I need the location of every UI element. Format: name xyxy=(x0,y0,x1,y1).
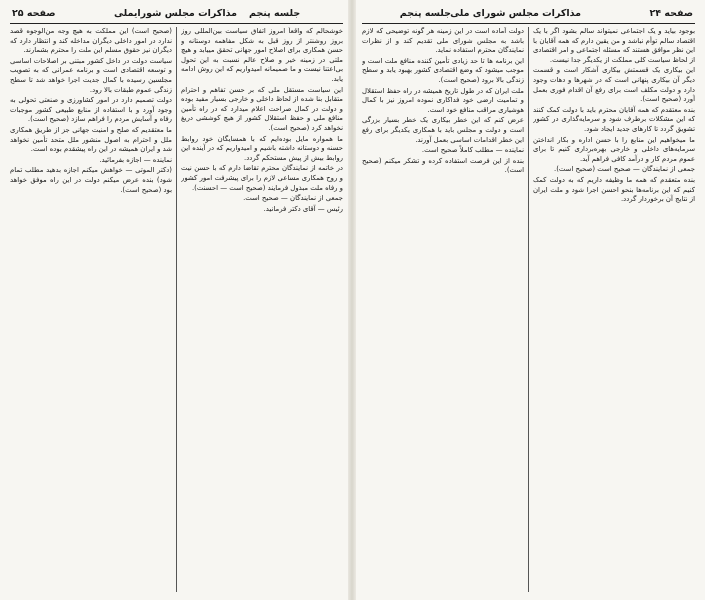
right-page-column-left xyxy=(362,27,524,594)
paragraph: بنده از این فرصت استفاده کرده و تشکر میکنم (صحیح است). xyxy=(362,156,524,175)
left-page-header xyxy=(4,6,349,22)
left-page-session: جلسه پنجم xyxy=(249,8,301,19)
paragraph: ما میخواهیم این منابع را با حسن اداره و بکار انداختن سرمایه‌های داخلی و خارجی بهره‌برداری کنیم تا برای عموم مردم کار و درآمد کافی فراهم آید. xyxy=(533,135,695,163)
paragraph: نماینده — اجازه بفرمائید. xyxy=(99,155,172,164)
page-gutter xyxy=(348,0,356,600)
right-page xyxy=(356,0,701,600)
paragraph: بنده معتقدم که همه آقایان محترم باید با دولت کمک کنند که این مشکلات برطرف شود و سرمایه‌گذاری در کشور تشویق گردد تا کارهای جدید ایجاد شود. xyxy=(533,105,695,133)
paragraph: خوشحالم که واقعاً امروز اتفاق سیاست بین‌المللی روز بروز روشنتر از روز قبل به شکل مفاهمه دوستانه و حسن همکاری برای اصلاح امور جهانی تحقق مییابد و هیچ ملتی در زمینه خیر و صلاح عالم نسبت به این تحول بی‌اعتنا نیست و ما صمیمانه امیدواریم که این روش ادامه یابد. xyxy=(181,27,343,83)
right-page-title: مذاکرات مجلس شورای ملی xyxy=(450,8,581,19)
paragraph: سیاست دولت در داخل کشور مبتنی بر اصلاحات اساسی و توسعه اقتصادی است و برنامه عمرانی که به تصویب مجلسین رسیده با کمال جدیت اجرا خواهد شد تا سطح زندگی عموم طبقات بالا رود. xyxy=(10,56,172,94)
paragraph: بنده متعقدم که همه ما وظیفه داریم که به دولت کمک کنیم که این برنامه‌ها بنحو احسن اجرا شود و ملت ایران از نتایج آن برخوردار گردد. xyxy=(533,175,695,204)
left-column-divider xyxy=(176,27,177,592)
left-header-rule xyxy=(10,23,343,24)
paragraph: بوجود بیاید و یک اجتماعی نمیتواند سالم بشود اگر با یک اقتصاد سالم توأم نباشد و من یقین دارم که همه آقایان با این نظر موافق هستند که مسئله اجتماعی و امر اقتصادی از لحاظ سیاست کلی مملکت از یکدیگر جدا نیست. xyxy=(533,27,695,64)
paragraph: جمعی از نمایندگان — صحیح است. xyxy=(243,194,343,203)
left-page-column-left xyxy=(10,27,172,594)
paragraph: ما معتقدیم که صلح و امنیت جهانی جز از طریق همکاری ملل و احترام به اصول منشور ملل متحد تأمین نخواهد شد و ایران همیشه در این راه پیشقدم بوده است. xyxy=(10,125,172,154)
paragraph: (صحیح است) این مملکت به هیچ وجه من‌الوجوه قصد ندارد در امور داخلی دیگران مداخله کند و انتظار دارد که دیگران نیز حقوق مسلم این ملت را محترم بشمارند. xyxy=(10,27,172,55)
left-page-column-right xyxy=(181,27,343,594)
paragraph: دولت آماده است در این زمینه هر گونه توضیحی که لازم باشد به مجلس شورای ملی تقدیم کند و از نظرات نمایندگان محترم استفاده نماید. xyxy=(362,27,524,55)
paragraph: عرض کنم که این خطر بیکاری یک خطر بسیار بزرگی است و دولت و مجلس باید با همکاری یکدیگر برای رفع این خطر اقدامات اساسی بعمل آورند. xyxy=(362,116,524,144)
left-page-number: صفحه ۲۵ xyxy=(12,8,56,19)
paragraph: (دکتر الموتی — خواهش میکنم اجازه بدهید مطلب تمام شود) بنده عرض میکنم دولت در این راه موفق خواهد بود (صحیح است). xyxy=(10,166,172,194)
left-page xyxy=(4,0,349,600)
right-page-number: صفحه ۲۴ xyxy=(649,8,693,19)
paragraph: نماینده — مطلب کاملاً صحیح است. xyxy=(421,146,524,155)
right-header-rule xyxy=(362,23,695,24)
paragraph: در خاتمه از نمایندگان محترم تقاضا دارم که با حسن نیت و روح همکاری مساعی لازم را برای پیشرفت امور کشور و رفاه ملت مبذول فرمایند (صحیح است — احسنت). xyxy=(181,164,343,192)
paragraph: این سیاست مستقل ملی که بر حسن تفاهم و احترام متقابل بنا شده از لحاظ داخلی و خارجی بسیار مفید بوده و دولت در کمال صراحت اعلام میدارد که در راه تأمین منافع ملی و حفظ استقلال کشور از هیچ کوششی دریغ نخواهد کرد (صحیح است). xyxy=(181,85,343,132)
paragraph: دولت تصمیم دارد در امور کشاورزی و صنعتی تحولی به وجود آورد و با استفاده از منابع طبیعی کشور موجبات رفاه و آسایش مردم را فراهم سازد (صحیح است). xyxy=(10,96,172,124)
left-page-title: مذاکرات مجلس شورایملی xyxy=(114,8,237,19)
paragraph: ما همواره مایل بوده‌ایم که با همسایگان خود روابط حسنه و دوستانه داشته باشیم و امیدواریم که در آینده این روابط بیش از پیش مستحکم گردد. xyxy=(181,134,343,162)
right-page-session: جلسه پنجم xyxy=(399,8,451,19)
right-page-column-right xyxy=(533,27,695,594)
right-page-header xyxy=(356,6,701,22)
right-column-divider xyxy=(528,27,529,592)
paragraph: این برنامه ها تا حد زیادی تأمین کننده منافع ملت است و موجب میشود که وضع اقتصادی کشور بهبود یابد و سطح زندگی بالا برود (صحیح است). xyxy=(362,56,524,84)
paragraph: ملت ایران که در طول تاریخ همیشه در راه حفظ استقلال و تمامیت ارضی خود فداکاری نموده امروز نیز با کمال هوشیاری مراقب منافع خود است. xyxy=(362,86,524,114)
paragraph: این بیکاری یک قسمتش بیکاری آشکار است و قسمت دیگر آن بیکاری پنهانی است که در شهرها و دهات وجود دارد و دولت مکلف است برای رفع آن اقدام فوری بعمل آورد (صحیح است). xyxy=(533,66,695,104)
paragraph: جمعی از نمایندگان — صحیح است (صحیح است). xyxy=(554,165,695,174)
paragraph: رئیس — آقای دکتر فرمانید. xyxy=(263,204,343,213)
